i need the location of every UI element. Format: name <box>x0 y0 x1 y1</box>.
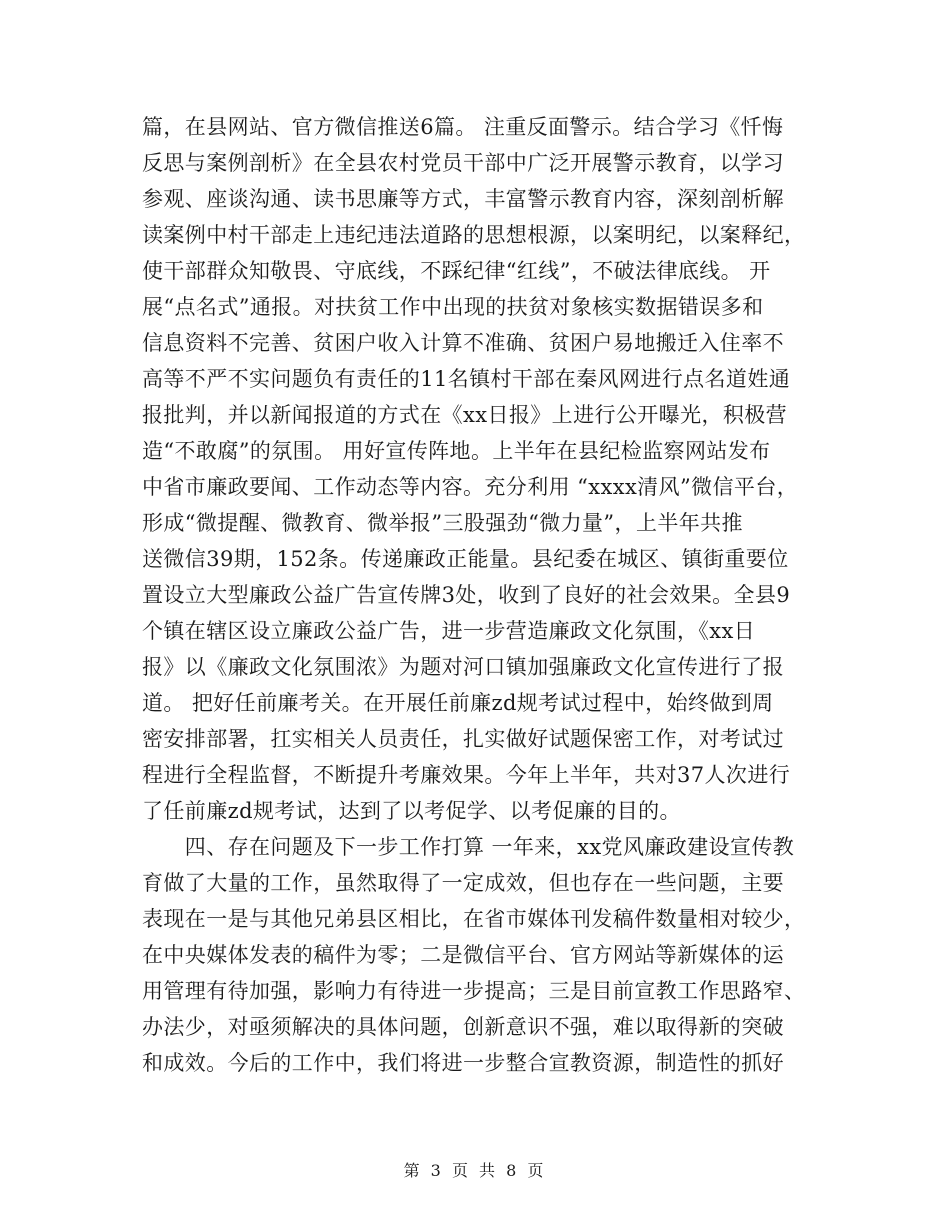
body-line: 和成效。今后的工作中，我们将进一步整合宣教资源，制造性的抓好 <box>142 1051 784 1075</box>
body-line: 道。 把好任前廉考关。在开展任前廉zd规考试过程中，始终做到周 <box>142 691 774 715</box>
body-line: 高等不严不实问题负有责任的11名镇村干部在秦风网进行点名道姓通 <box>142 367 791 391</box>
body-line: 了任前廉zd规考试，达到了以考促学、以考促廉的目的。 <box>142 799 681 823</box>
body-line: 反思与案例剖析》在全县农村党员干部中广泛开展警示教育，以学习 <box>142 151 784 175</box>
body-line: 篇，在县网站、官方微信推送6篇。 注重反面警示。结合学习《忏悔 <box>142 115 784 139</box>
body-line: 参观、座谈沟通、读书思廉等方式，丰富警示教育内容，深刻剖析解 <box>142 187 784 211</box>
body-line: 送微信39期，152条。传递廉政正能量。县纪委在城区、镇街重要位 <box>142 547 789 571</box>
body-line: 在中央媒体发表的稿件为零；二是微信平台、官方网站等新媒体的运 <box>142 943 784 967</box>
body-line: 形成“微提醒、微教育、微举报”三股强劲“微力量”，上半年共推 <box>142 511 743 535</box>
page-number-footer: 第 3 页 共 8 页 <box>403 1161 547 1180</box>
body-line: 用管理有待加强，影响力有待进一步提高；三是目前宣教工作思路窄、 <box>142 979 806 1003</box>
body-line: 报批判，并以新闻报道的方式在《xx日报》上进行公开曝光，积极营 <box>142 403 788 427</box>
body-line: 展“点名式”通报。对扶贫工作中出现的扶贫对象核实数据错误多和 <box>142 295 764 319</box>
body-line: 使干部群众知敬畏、守底线，不踩纪律“红线”，不破法律底线。 开 <box>142 259 771 283</box>
body-line: 信息资料不完善、贫困户收入计算不准确、贫困户易地搬迁入住率不 <box>142 331 784 355</box>
body-line: 造“不敢腐”的氛围。 用好宣传阵地。上半年在县纪检监察网站发布 <box>142 439 771 463</box>
body-line: 表现在一是与其他兄弟县区相比，在省市媒体刊发稿件数量相对较少， <box>142 907 806 931</box>
body-line: 育做了大量的工作，虽然取得了一定成效，但也存在一些问题，主要 <box>142 871 784 895</box>
body-line: 密安排部署，扛实相关人员责任，扎实做好试题保密工作，对考试过 <box>142 727 784 751</box>
body-line: 办法少，对亟须解决的具体问题，创新意识不强，难以取得新的突破 <box>142 1015 784 1039</box>
body-line: 置设立大型廉政公益广告宣传牌3处，收到了良好的社会效果。全县9 <box>142 583 791 607</box>
section-heading-line: 四、存在问题及下一步工作打算 一年来，xx党风廉政建设宣传教 <box>142 835 795 859</box>
body-line: 中省市廉政要闻、工作动态等内容。充分利用 “xxxx清风”微信平台， <box>142 475 799 499</box>
body-line: 个镇在辖区设立廉政公益广告，进一步营造廉政文化氛围，《xx日 <box>142 619 756 643</box>
body-line: 程进行全程监督，不断提升考廉效果。今年上半年，共对37人次进行 <box>142 763 791 787</box>
body-line: 读案例中村干部走上违纪违法道路的思想根源，以案明纪，以案释纪， <box>142 223 806 247</box>
body-line: 报》以《廉政文化氛围浓》为题对河口镇加强廉政文化宣传进行了报 <box>142 655 784 679</box>
